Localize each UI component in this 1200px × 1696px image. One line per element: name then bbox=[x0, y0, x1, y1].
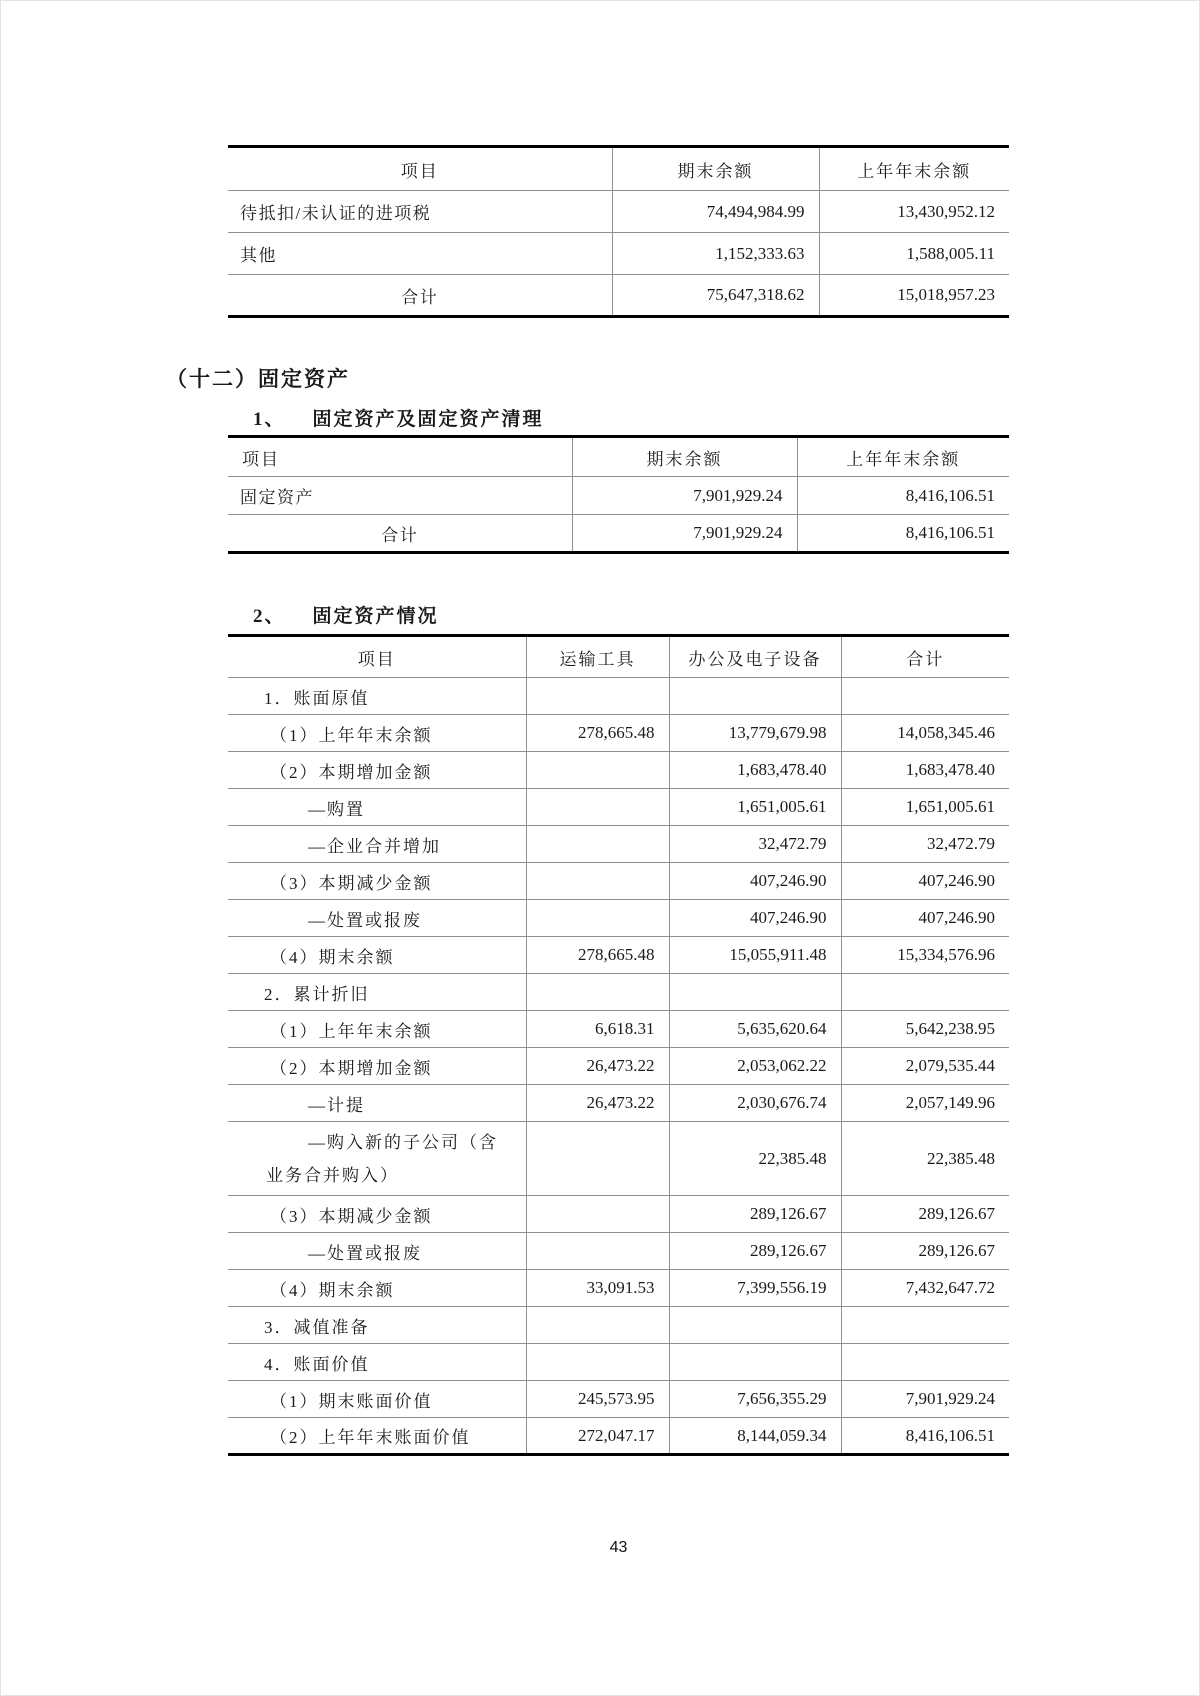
column-header: 项目 bbox=[228, 147, 612, 191]
value-cell: 245,573.95 bbox=[526, 1381, 669, 1418]
row-label-cell: —购置 bbox=[228, 789, 526, 826]
value-cell: 7,901,929.24 bbox=[841, 1381, 1009, 1418]
value-cell bbox=[526, 1122, 669, 1196]
value-cell: 1,651,005.61 bbox=[841, 789, 1009, 826]
value-cell: 2,030,676.74 bbox=[669, 1085, 841, 1122]
column-header: 运输工具 bbox=[526, 636, 669, 678]
table-row bbox=[228, 900, 1009, 937]
page-number: 43 bbox=[609, 1539, 628, 1556]
subsection-heading-2 bbox=[253, 601, 439, 628]
value-cell: 15,018,957.23 bbox=[819, 275, 1009, 317]
value-cell bbox=[841, 1307, 1009, 1344]
column-header: 合计 bbox=[841, 636, 1009, 678]
fixed-assets-summary-wrapper bbox=[228, 435, 1009, 554]
row-label-cell: （4）期末余额 bbox=[228, 1270, 526, 1307]
value-cell: 8,416,106.51 bbox=[797, 477, 1009, 515]
row-label-cell: 2．累计折旧 bbox=[228, 974, 526, 1011]
value-cell: 32,472.79 bbox=[669, 826, 841, 863]
table-row bbox=[228, 1011, 1009, 1048]
value-cell: 74,494,984.99 bbox=[612, 191, 819, 233]
value-cell: 289,126.67 bbox=[841, 1233, 1009, 1270]
table-row bbox=[228, 1307, 1009, 1344]
value-cell: 407,246.90 bbox=[841, 900, 1009, 937]
value-cell bbox=[526, 1344, 669, 1381]
value-cell bbox=[526, 1307, 669, 1344]
row-label-cell: （1）上年年末余额 bbox=[228, 1011, 526, 1048]
value-cell: 289,126.67 bbox=[841, 1196, 1009, 1233]
row-label-cell: 1．账面原值 bbox=[228, 678, 526, 715]
value-cell: 7,901,929.24 bbox=[572, 477, 797, 515]
value-cell: 13,430,952.12 bbox=[819, 191, 1009, 233]
row-label-cell: 4．账面价值 bbox=[228, 1344, 526, 1381]
table-row bbox=[228, 477, 1009, 515]
value-cell: 13,779,679.98 bbox=[669, 715, 841, 752]
table-row bbox=[228, 1270, 1009, 1307]
value-cell: 278,665.48 bbox=[526, 937, 669, 974]
value-cell: 407,246.90 bbox=[841, 863, 1009, 900]
row-label-cell: —处置或报废 bbox=[228, 1233, 526, 1270]
fixed-assets-summary-table bbox=[228, 435, 1009, 554]
row-label-cell: （1）期末账面价值 bbox=[228, 1381, 526, 1418]
value-cell: 26,473.22 bbox=[526, 1085, 669, 1122]
value-cell: 1,683,478.40 bbox=[669, 752, 841, 789]
value-cell bbox=[669, 1307, 841, 1344]
value-cell bbox=[526, 826, 669, 863]
value-cell: 7,432,647.72 bbox=[841, 1270, 1009, 1307]
value-cell: 6,618.31 bbox=[526, 1011, 669, 1048]
row-label-cell: 3．减值准备 bbox=[228, 1307, 526, 1344]
subsection-number: 1、 bbox=[253, 409, 286, 430]
table-row bbox=[228, 826, 1009, 863]
value-cell: 1,651,005.61 bbox=[669, 789, 841, 826]
table-row bbox=[228, 863, 1009, 900]
value-cell: 2,079,535.44 bbox=[841, 1048, 1009, 1085]
table-row bbox=[228, 515, 1009, 553]
table-row bbox=[228, 275, 1009, 317]
value-cell: 1,588,005.11 bbox=[819, 233, 1009, 275]
value-cell: 1,152,333.63 bbox=[612, 233, 819, 275]
row-label-cell: （2）本期增加金额 bbox=[228, 752, 526, 789]
row-label-cell: （3）本期减少金额 bbox=[228, 1196, 526, 1233]
row-label-cell: 待抵扣/未认证的进项税 bbox=[228, 191, 612, 233]
table-row bbox=[228, 1233, 1009, 1270]
value-cell: 2,057,149.96 bbox=[841, 1085, 1009, 1122]
table-row bbox=[228, 233, 1009, 275]
fixed-assets-detail-wrapper bbox=[228, 634, 1009, 1456]
value-cell: 272,047.17 bbox=[526, 1418, 669, 1455]
column-header: 上年年末余额 bbox=[797, 437, 1009, 477]
row-label-cell: —企业合并增加 bbox=[228, 826, 526, 863]
input-vat-table bbox=[228, 145, 1009, 318]
row-label-cell: （3）本期减少金额 bbox=[228, 863, 526, 900]
row-label-cell: —购入新的子公司（含业务合并购入） bbox=[228, 1122, 526, 1196]
row-label-cell: 合计 bbox=[228, 515, 572, 553]
value-cell: 75,647,318.62 bbox=[612, 275, 819, 317]
subsection-title: 固定资产及固定资产清理 bbox=[312, 409, 544, 430]
table-row bbox=[228, 191, 1009, 233]
value-cell: 289,126.67 bbox=[669, 1233, 841, 1270]
subsection-number: 2、 bbox=[253, 606, 286, 627]
value-cell bbox=[669, 678, 841, 715]
value-cell bbox=[526, 752, 669, 789]
table-row bbox=[228, 1196, 1009, 1233]
value-cell: 5,635,620.64 bbox=[669, 1011, 841, 1048]
value-cell: 407,246.90 bbox=[669, 863, 841, 900]
header-row bbox=[228, 636, 1009, 678]
row-label-cell: 固定资产 bbox=[228, 477, 572, 515]
table-row bbox=[228, 1381, 1009, 1418]
value-cell bbox=[526, 900, 669, 937]
table-row bbox=[228, 1344, 1009, 1381]
value-cell: 7,901,929.24 bbox=[572, 515, 797, 553]
value-cell: 22,385.48 bbox=[669, 1122, 841, 1196]
value-cell: 33,091.53 bbox=[526, 1270, 669, 1307]
table-row bbox=[228, 937, 1009, 974]
table-row bbox=[228, 1418, 1009, 1455]
value-cell bbox=[669, 1344, 841, 1381]
value-cell bbox=[841, 678, 1009, 715]
value-cell: 2,053,062.22 bbox=[669, 1048, 841, 1085]
table-row bbox=[228, 1122, 1009, 1196]
value-cell bbox=[526, 974, 669, 1011]
row-label-cell: —处置或报废 bbox=[228, 900, 526, 937]
value-cell: 14,058,345.46 bbox=[841, 715, 1009, 752]
value-cell bbox=[526, 678, 669, 715]
value-cell: 15,334,576.96 bbox=[841, 937, 1009, 974]
row-label-cell: —计提 bbox=[228, 1085, 526, 1122]
table-row bbox=[228, 752, 1009, 789]
table-row bbox=[228, 715, 1009, 752]
subsection-title: 固定资产情况 bbox=[312, 606, 439, 627]
input-vat-table-wrapper bbox=[228, 145, 1009, 318]
value-cell bbox=[841, 974, 1009, 1011]
header-row bbox=[228, 437, 1009, 477]
table-row bbox=[228, 789, 1009, 826]
value-cell: 8,416,106.51 bbox=[841, 1418, 1009, 1455]
value-cell bbox=[841, 1344, 1009, 1381]
section-heading-fixed-assets bbox=[166, 363, 350, 393]
section-title: 固定资产 bbox=[258, 367, 350, 391]
row-label-cell: 其他 bbox=[228, 233, 612, 275]
value-cell: 22,385.48 bbox=[841, 1122, 1009, 1196]
value-cell: 15,055,911.48 bbox=[669, 937, 841, 974]
table-row bbox=[228, 1048, 1009, 1085]
row-label-cell: （1）上年年末余额 bbox=[228, 715, 526, 752]
table-row bbox=[228, 1085, 1009, 1122]
value-cell: 7,656,355.29 bbox=[669, 1381, 841, 1418]
subsection-heading-1 bbox=[253, 404, 544, 431]
value-cell: 8,144,059.34 bbox=[669, 1418, 841, 1455]
value-cell bbox=[526, 863, 669, 900]
value-cell bbox=[526, 789, 669, 826]
table-row bbox=[228, 678, 1009, 715]
header-row bbox=[228, 147, 1009, 191]
column-header: 期末余额 bbox=[572, 437, 797, 477]
value-cell: 289,126.67 bbox=[669, 1196, 841, 1233]
value-cell: 8,416,106.51 bbox=[797, 515, 1009, 553]
value-cell: 7,399,556.19 bbox=[669, 1270, 841, 1307]
value-cell: 1,683,478.40 bbox=[841, 752, 1009, 789]
row-label-cell: （2）上年年末账面价值 bbox=[228, 1418, 526, 1455]
column-header: 期末余额 bbox=[612, 147, 819, 191]
value-cell: 26,473.22 bbox=[526, 1048, 669, 1085]
fixed-assets-detail-table bbox=[228, 634, 1009, 1456]
value-cell bbox=[669, 974, 841, 1011]
value-cell: 5,642,238.95 bbox=[841, 1011, 1009, 1048]
value-cell: 407,246.90 bbox=[669, 900, 841, 937]
value-cell bbox=[526, 1196, 669, 1233]
column-header: 上年年末余额 bbox=[819, 147, 1009, 191]
row-label-cell: （4）期末余额 bbox=[228, 937, 526, 974]
row-label-cell: 合计 bbox=[228, 275, 612, 317]
column-header: 办公及电子设备 bbox=[669, 636, 841, 678]
value-cell: 32,472.79 bbox=[841, 826, 1009, 863]
table-row bbox=[228, 974, 1009, 1011]
column-header: 项目 bbox=[228, 636, 526, 678]
section-number: （十二） bbox=[166, 367, 258, 391]
row-label-cell: （2）本期增加金额 bbox=[228, 1048, 526, 1085]
column-header: 项目 bbox=[228, 437, 572, 477]
value-cell bbox=[526, 1233, 669, 1270]
value-cell: 278,665.48 bbox=[526, 715, 669, 752]
